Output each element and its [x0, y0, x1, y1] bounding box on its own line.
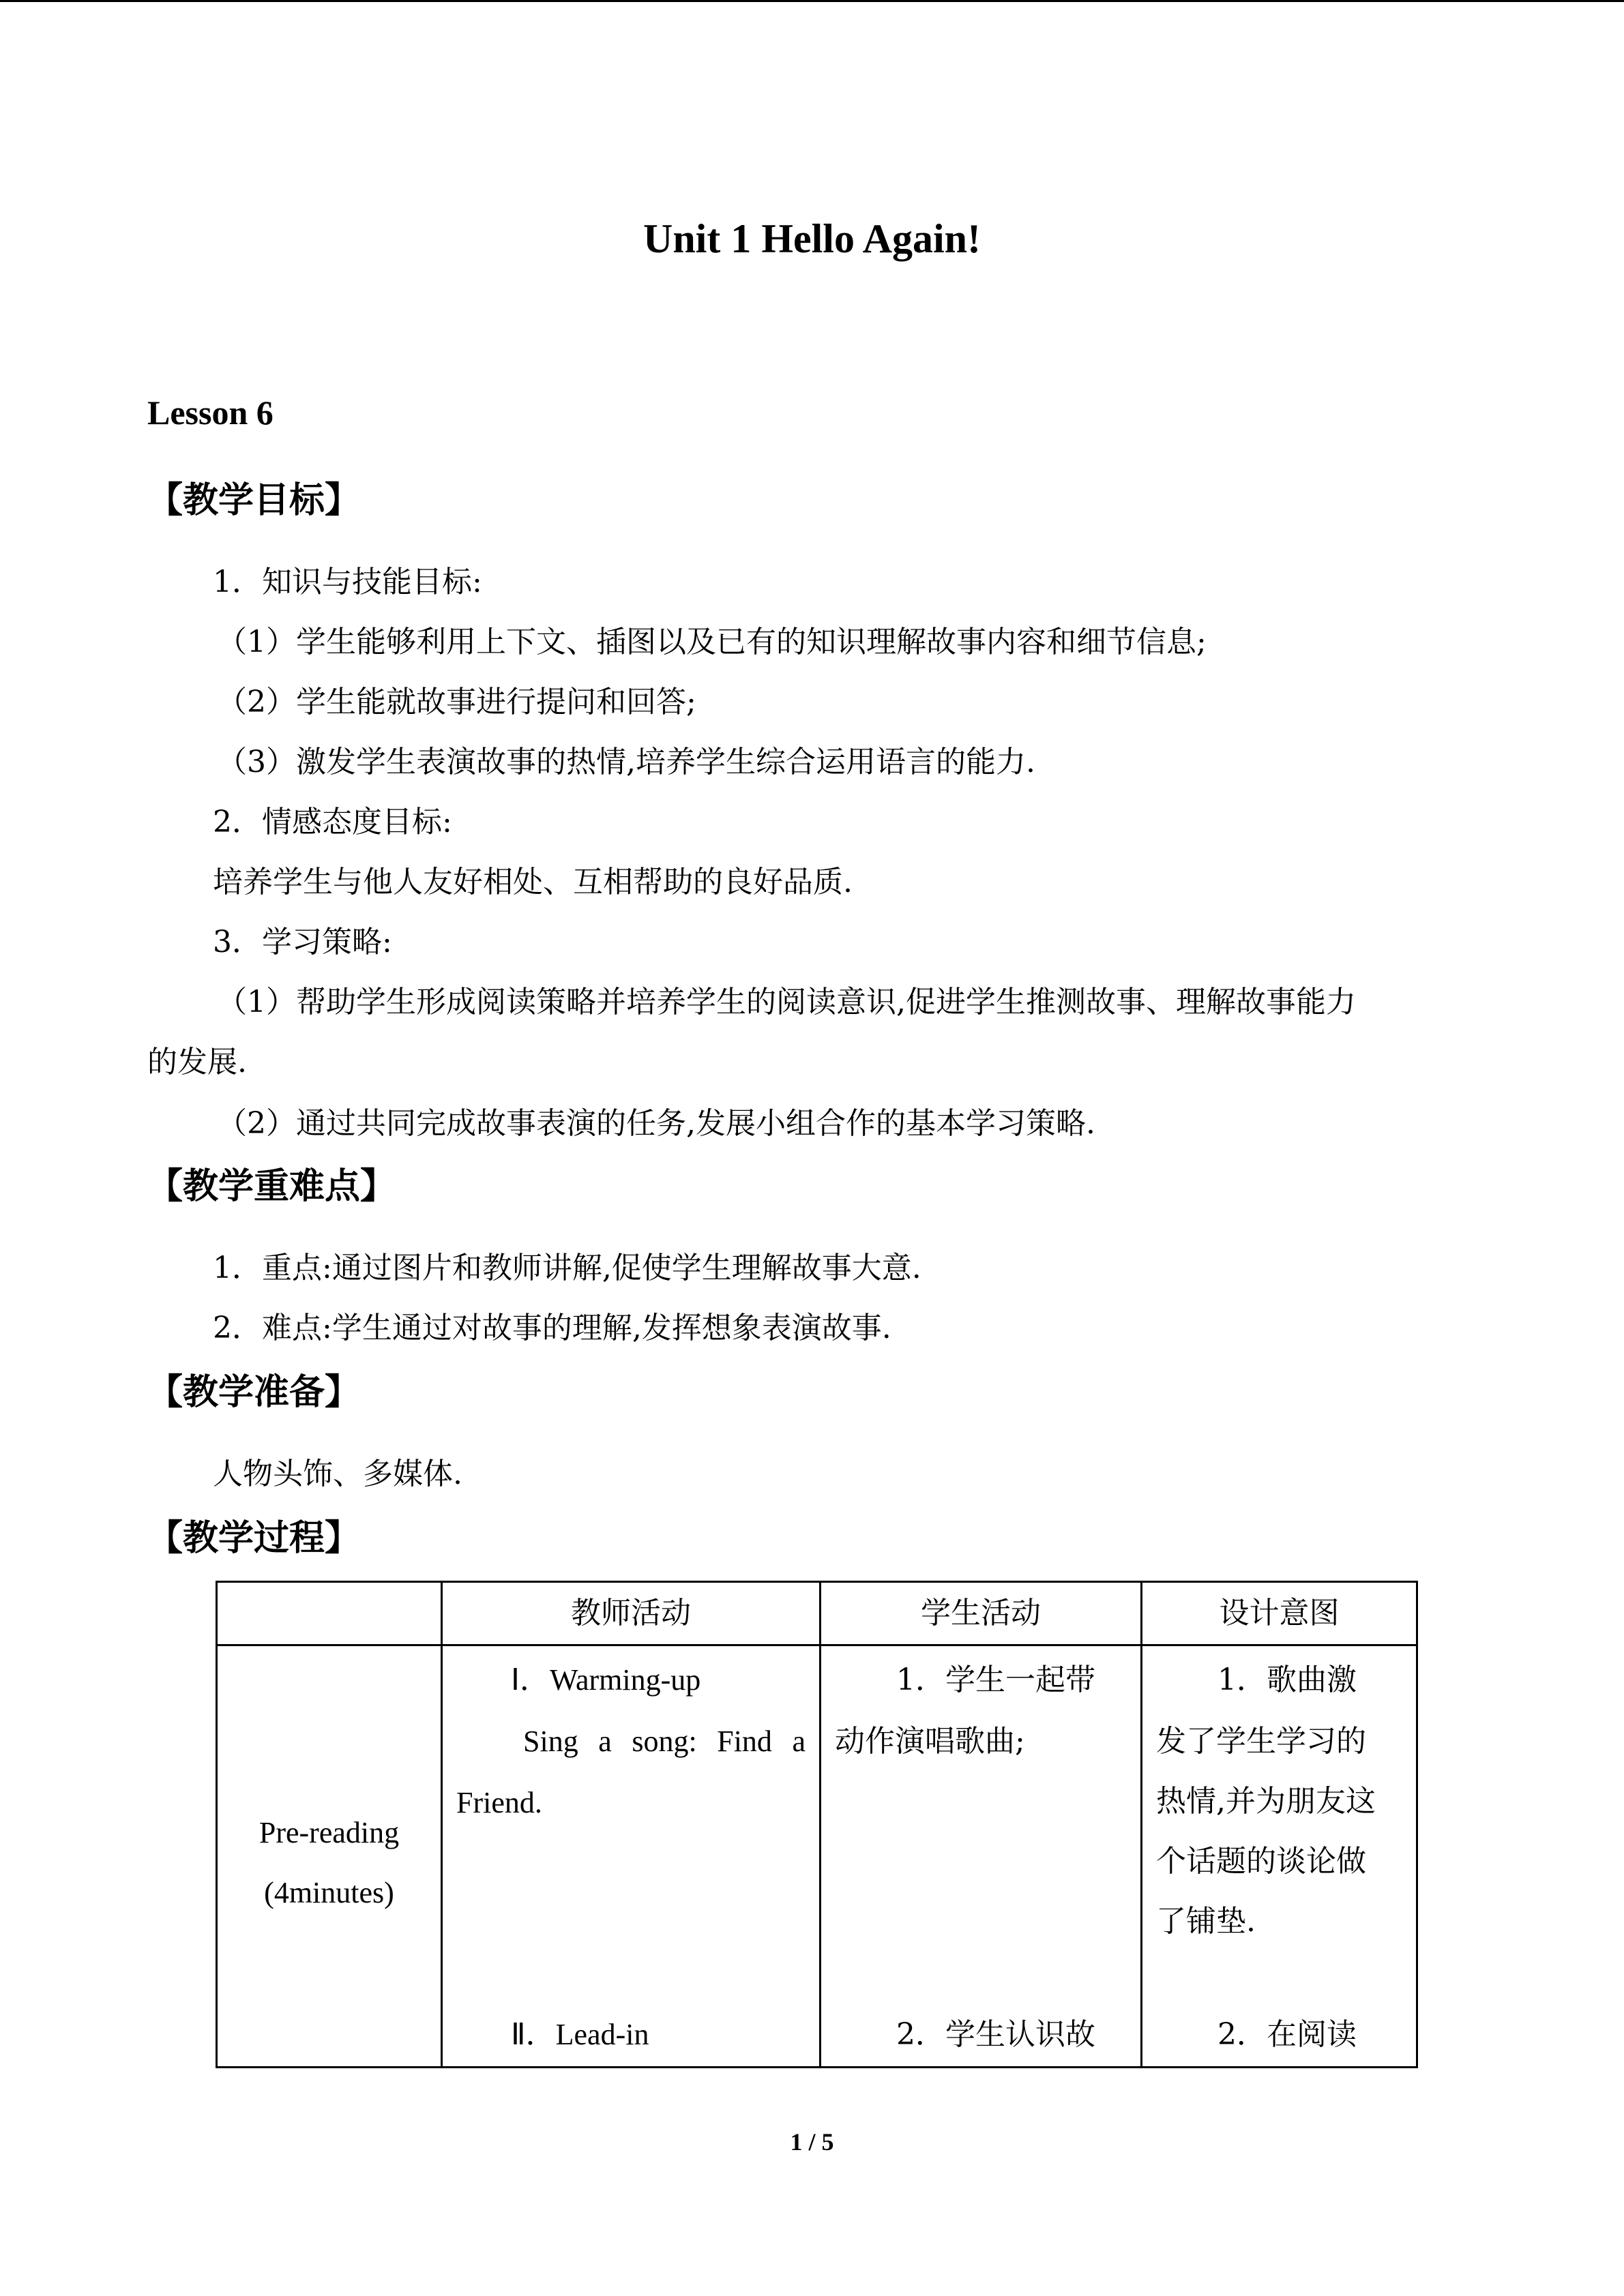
objectives-line: 培养学生与他人友好相处、互相帮助的良好品质.: [213, 865, 853, 899]
design-intent-line: 1．歌曲激: [1217, 1663, 1357, 1697]
objectives-line: 3．学习策略:: [213, 925, 392, 959]
teacher-activity-line: Sing a song: Find a: [523, 1725, 806, 1758]
objectives-line: （2）通过共同完成故事表演的任务,发展小组合作的基本学习策略.: [217, 1106, 1095, 1141]
teacher-activity-line: Ⅰ．Warming-up: [511, 1663, 701, 1697]
stage-duration: (4minutes): [264, 1876, 394, 1909]
lesson-label: Lesson 6: [147, 393, 274, 432]
top-border-line: [0, 0, 1624, 2]
teacher-activity-cell: [442, 1645, 821, 2068]
key-points-line: 1．重点:通过图片和教师讲解,促使学生理解故事大意.: [213, 1251, 921, 1285]
design-intent-line: 了铺垫.: [1156, 1904, 1256, 1939]
stage-name: Pre-reading: [259, 1816, 400, 1849]
table-header-cell: 学生活动: [821, 1582, 1142, 1645]
process-heading: 【教学过程】: [147, 1517, 361, 1559]
teacher-activity-line: Ⅱ．Lead-in: [511, 2018, 649, 2051]
objectives-line: （1）帮助学生形成阅读策略并培养学生的阅读意识,促进学生推测故事、理解故事能力: [217, 985, 1356, 1019]
preparation-heading: 【教学准备】: [147, 1371, 361, 1413]
page-number: 1 / 5: [790, 2128, 834, 2156]
objectives-line: （3）激发学生表演故事的热情,培养学生综合运用语言的能力.: [217, 745, 1035, 779]
table-header-row: [217, 1582, 1417, 1645]
table-header-cell: 教师活动: [442, 1582, 821, 1645]
objectives-line: （2）学生能就故事进行提问和回答;: [217, 685, 696, 719]
table-header-cell: 设计意图: [1142, 1582, 1417, 1645]
student-activity-line: 2．学生认识故: [896, 2017, 1095, 2052]
table-header-cell: [217, 1582, 442, 1645]
design-intent-line: 热情,并为朋友这: [1156, 1784, 1376, 1819]
design-intent-line: 2．在阅读: [1217, 2017, 1357, 2052]
key-points-line: 2．难点:学生通过对故事的理解,发挥想象表演故事.: [213, 1311, 891, 1345]
objectives-heading: 【教学目标】: [147, 479, 361, 521]
design-intent-cell: [1142, 1645, 1417, 2068]
table-row: [217, 1645, 1417, 2068]
design-intent-line: 发了学生学习的: [1156, 1724, 1366, 1759]
objectives-line: 1．知识与技能目标:: [213, 565, 482, 599]
student-activity-cell: [821, 1645, 1142, 2068]
student-activity-line: 动作演唱歌曲;: [835, 1724, 1025, 1759]
student-activity-line: 1．学生一起带: [896, 1663, 1095, 1697]
preparation-line: 人物头饰、多媒体.: [213, 1457, 462, 1491]
stage-cell: [217, 1645, 442, 2068]
teaching-process-table: [216, 1581, 1418, 2068]
objectives-line: （1）学生能够利用上下文、插图以及已有的知识理解故事内容和细节信息;: [217, 625, 1207, 659]
objectives-line: 2．情感态度目标:: [213, 805, 452, 839]
document-title: Unit 1 Hello Again!: [643, 216, 981, 261]
teacher-activity-line: Friend.: [456, 1786, 542, 1819]
design-intent-line: 个话题的谈论做: [1156, 1844, 1366, 1879]
key-points-heading: 【教学重难点】: [147, 1165, 396, 1207]
objectives-line: 的发展.: [147, 1045, 247, 1079]
